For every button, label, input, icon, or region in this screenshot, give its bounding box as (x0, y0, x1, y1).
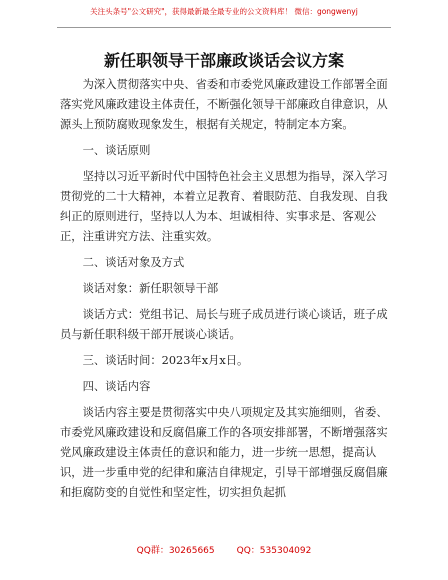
intro-paragraph: 为深入贯彻落实中央、省委和市委党风廉政建设工作部署全面落实党风廉政建设主体责任，不断强化领导干部廉政自律意识，从源头上预防腐败现象发生，根据有关规定，特制定本方案。 (60, 78, 388, 131)
section-4-heading: 四、谈话内容 (82, 380, 151, 393)
section-2-method: 谈话方式：党组书记、局长与班子成员进行谈心谈话，班子成员与新任职科级干部开展谈心谈话。 (60, 308, 388, 341)
document-title: 新任职领导干部廉政谈话会议方案 (103, 51, 344, 70)
section-3-heading: 三、谈话时间：2023年x月x日。 (82, 354, 249, 367)
section-2-heading: 二、谈话对象及方式 (82, 256, 185, 269)
header-banner: 关注头条号"公文研究"，获得最新最全最专业的公文资料库！ 微信：gongwenyj (90, 7, 358, 16)
document-body (60, 75, 390, 503)
header-divider (57, 27, 391, 28)
section-1-paragraph: 坚持以习近平新时代中国特色社会主义思想为指导，深入学习贯彻党的二十大精神，本着立足教育、着眼防范、自我发现、自我纠正的原则进行，坚持以人为本、坦诚相待、实事求是、客观公正，注重讲究方法、注重实效。 (60, 170, 388, 243)
footer-qq: QQ：535304092 (236, 546, 312, 556)
footer (0, 543, 448, 556)
footer-qq-group: QQ群：30265665 (136, 546, 215, 556)
section-4-paragraph: 谈话内容主要是贯彻落实中央八项规定及其实施细则，省委、市委党风廉政建设和反腐倡廉工作的各项安排部署，不断增强落实党风廉政建设主体责任的意识和能力，进一步统一思想，提高认识，进一步重申党的纪律和廉洁自律规定，引导干部增强反腐倡廉和拒腐防变的自觉性和坚定性，切实担负起抓 (60, 406, 388, 499)
section-1-heading: 一、谈话原则 (82, 144, 151, 157)
section-2-target: 谈话对象：新任职领导干部 (82, 282, 219, 295)
